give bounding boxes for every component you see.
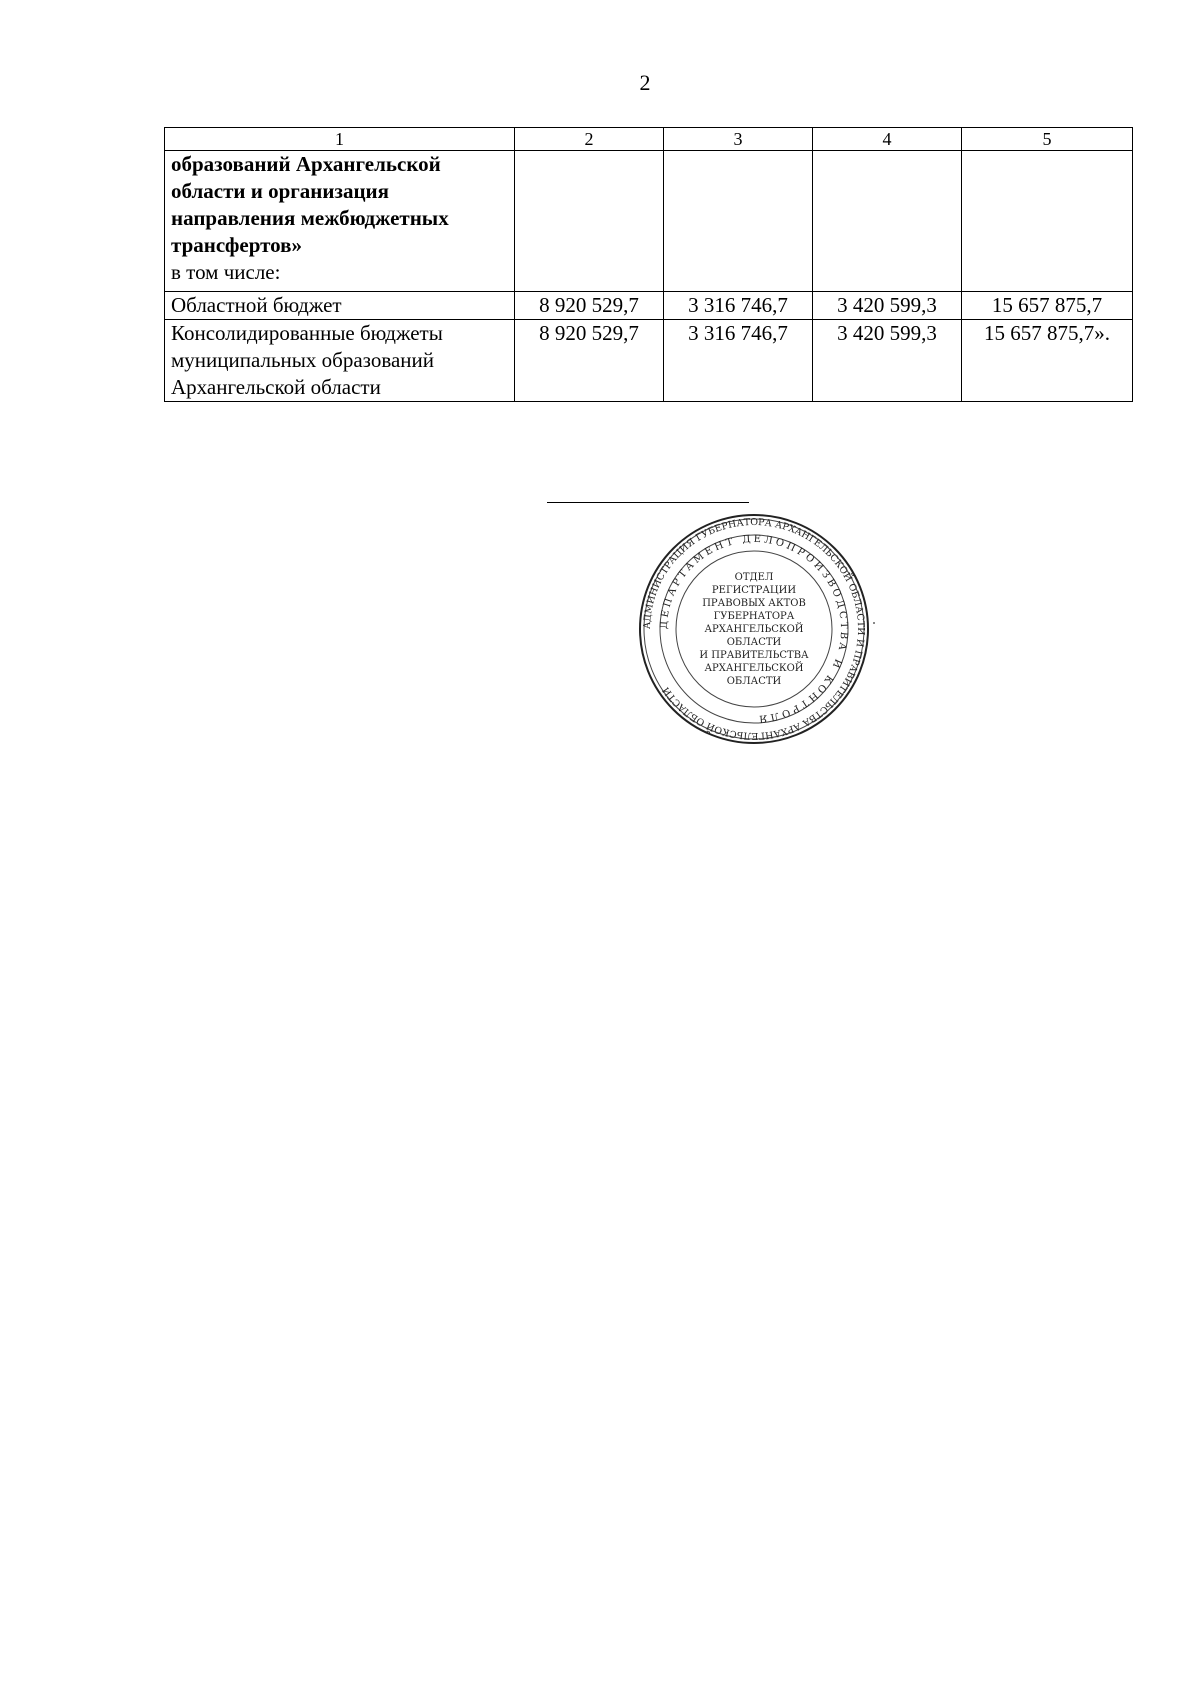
budget-table (164, 127, 1133, 402)
seal-center-text (699, 572, 809, 687)
empty-cell (813, 151, 962, 292)
seal-center-line: АРХАНГЕЛЬСКОЙ (704, 624, 804, 635)
program-title: образований Архангельской области и организация направления межбюджетных трансфертов» (171, 152, 449, 257)
seal-center-line: РЕГИСТРАЦИИ (711, 585, 797, 596)
seal-center-line: ОТДЕЛ (734, 572, 774, 583)
seal-center-line: АРХАНГЕЛЬСКОЙ (704, 663, 804, 674)
value-cell: 15 657 875,7 (962, 292, 1133, 320)
seal-center-line: ОБЛАСТИ (726, 637, 782, 648)
empty-cell (515, 151, 664, 292)
signature-line (547, 502, 749, 503)
column-number-row (165, 128, 1133, 151)
value-cell: 3 316 746,7 (664, 292, 813, 320)
column-number: 1 (165, 128, 515, 151)
continuation-cell (165, 151, 515, 292)
value-cell: 3 316 746,7 (664, 320, 813, 402)
continuation-row (165, 151, 1133, 292)
including-label: в том числе: (171, 260, 281, 284)
value-cell: 3 420 599,3 (813, 292, 962, 320)
value-cell: 8 920 529,7 (515, 320, 664, 402)
column-number: 5 (962, 128, 1133, 151)
seal-outer-text: АДМИНИСТРАЦИЯ ГУБЕРНАТОРА АРХАНГЕЛЬСКОЙ ОБЛАСТИ И ПРАВИТЕЛЬСТВА АРХАНГЕЛЬСКОЙ ОБЛАСТИ (641, 516, 867, 742)
seal-ring-text: ДЕПАРТАМЕНТ ДЕЛОПРОИЗВОДСТВА И КОНТРОЛЯ (658, 533, 850, 725)
column-number: 2 (515, 128, 664, 151)
row-label: Областной бюджет (165, 292, 515, 320)
official-seal (638, 513, 870, 745)
table-row (165, 320, 1133, 402)
row-label: Консолидированные бюджеты муниципальных образований Архангельской области (165, 320, 515, 402)
column-number: 4 (813, 128, 962, 151)
value-cell: 15 657 875,7». (962, 320, 1133, 402)
seal-center-line: ГУБЕРНАТОРА (713, 611, 795, 622)
seal-center-line: И ПРАВИТЕЛЬСТВА (699, 650, 809, 661)
seal-center-line: ПРАВОВЫХ АКТОВ (702, 598, 806, 609)
table-row (165, 292, 1133, 320)
empty-cell (962, 151, 1133, 292)
column-number: 3 (664, 128, 813, 151)
page-number: 2 (639, 70, 651, 95)
speck (873, 622, 875, 624)
empty-cell (664, 151, 813, 292)
seal-center-line: ОБЛАСТИ (726, 676, 782, 687)
value-cell: 3 420 599,3 (813, 320, 962, 402)
value-cell: 8 920 529,7 (515, 292, 664, 320)
